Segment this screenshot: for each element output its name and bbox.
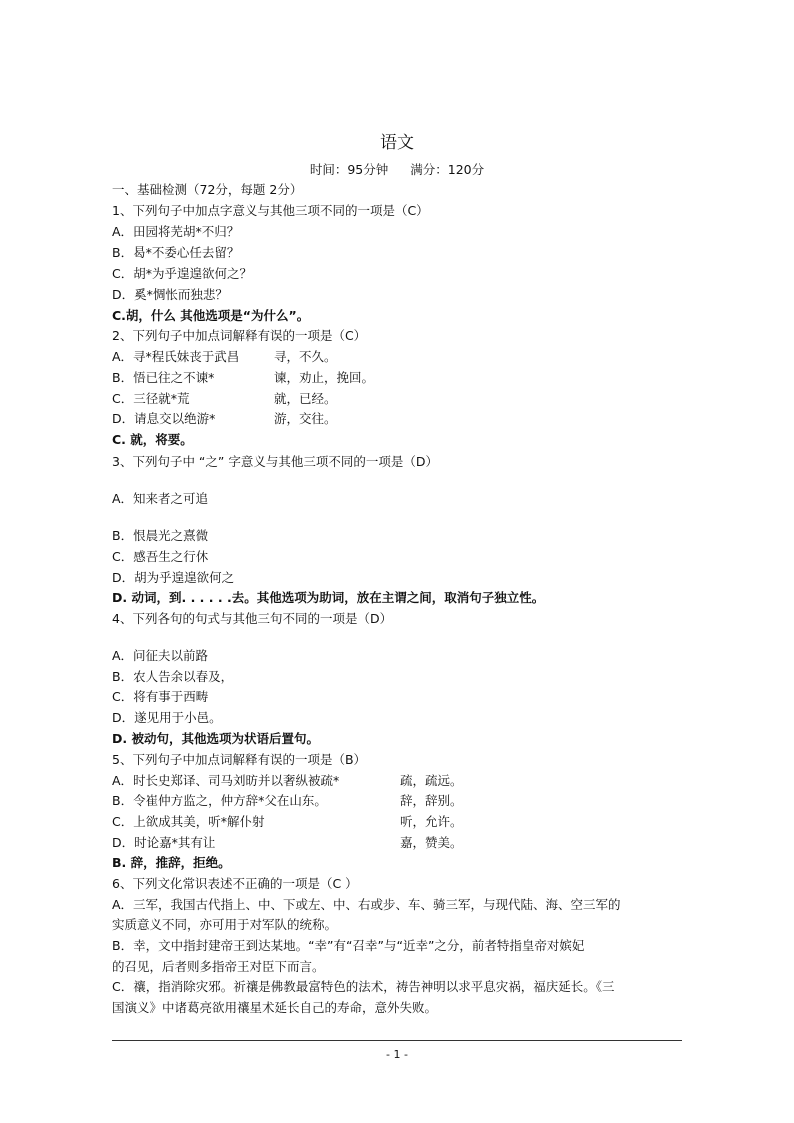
q3-option-a: A．知来者之可追 [112, 491, 209, 506]
q5-option-b: B．令崔仲方监之，仲方辞*父在山东。 [112, 793, 327, 808]
q4-option-c: C．将有事于西畴 [112, 689, 209, 704]
q1-option-b: B．曷*不委心任去留？ [112, 245, 240, 260]
q6-option-b-line1: B．幸，文中指封建帝王到达某地。“幸”有“召幸”与“近幸”之分，前者特指皇帝对嫔妃 [112, 938, 585, 953]
q4-option-b: B．农人告余以春及， [112, 669, 234, 684]
q2-option-c-gloss: 就，已经。 [274, 391, 337, 406]
q5-option-b-gloss: 辞，辞别。 [400, 793, 463, 808]
q6-option-a-line1: A．三军，我国古代指上、中、下或左、中、右或步、车、骑三军，与现代陆、海、空三军的 [112, 897, 621, 912]
q5-option-c-gloss: 听，允许。 [400, 814, 463, 829]
q1-stem: 1、下列句子中加点字意义与其他三项不同的一项是（C） [112, 203, 429, 218]
q5-option-d-gloss: 嘉，赞美。 [400, 835, 463, 850]
exam-meta [0, 160, 794, 178]
q3-option-d: D．胡为乎遑遑欲何之 [112, 570, 235, 585]
q4-stem: 4、下列各句的句式与其他三句不同的一项是（D） [112, 611, 393, 626]
q5-option-d: D．时论嘉*其有让 [112, 835, 216, 850]
q5-option-a-gloss: 疏，疏远。 [400, 773, 463, 788]
q3-stem: 3、下列句子中 “之” 字意义与其他三项不同的一项是（D） [112, 454, 438, 469]
q2-option-b-gloss: 谏，劝止，挽回。 [274, 370, 375, 385]
q6-option-b-line2: 的召见，后者则多指帝王对臣下而言。 [112, 959, 325, 974]
q1-option-d: D．奚*惆怅而独悲？ [112, 287, 228, 302]
q1-answer: C.胡，什么 其他选项是“为什么”。 [112, 308, 310, 323]
footer-divider [112, 1040, 682, 1041]
q2-option-d: D．请息交以绝游* [112, 411, 216, 426]
section-heading: 一、基础检测（72分，每题 2分） [112, 182, 303, 197]
q1-option-a: A．田园将芜胡*不归？ [112, 224, 240, 239]
q6-option-c-line1: C．禳，指消除灾邪。祈禳是佛教最富特色的法术，祷告神明以求平息灾祸，福庆延长。《三 [112, 979, 615, 994]
q5-answer: B. 辞，推辞，拒绝。 [112, 855, 231, 870]
q4-option-a: A．问征夫以前路 [112, 648, 209, 663]
q6-stem: 6、下列文化常识表述不正确的一项是（C ） [112, 876, 358, 891]
exam-time: 时间：95分钟 [309, 162, 389, 177]
q2-option-a: A．寻*程氏妹丧于武昌 [112, 349, 240, 364]
q4-option-d: D．遂见用于小邑。 [112, 710, 222, 725]
q2-option-a-gloss: 寻，不久。 [274, 349, 337, 364]
q5-stem: 5、下列句子中加点词解释有误的一项是（B） [112, 752, 367, 767]
q3-option-c: C．感吾生之行休 [112, 549, 209, 564]
page-number: - 1 - [386, 1048, 408, 1061]
q2-option-c: C．三径就*荒 [112, 391, 190, 406]
q2-answer: C. 就，将要。 [112, 432, 193, 447]
q5-option-a: A．时长史郑译、司马刘昉并以奢纵被疏* [112, 773, 340, 788]
q5-option-c: C．上欲成其美，听*解仆射 [112, 814, 265, 829]
q6-option-c-line2: 国演义》中诸葛亮欲用禳星术延长自己的寿命，意外失败。 [112, 1000, 438, 1015]
q3-answer: D. 动词，到. . . . . .去。其他选项为助词，放在主谓之间，取消句子独立性。 [112, 590, 545, 605]
page-title: 语文 [380, 133, 414, 153]
q2-stem: 2、下列句子中加点词解释有误的一项是（C） [112, 328, 367, 343]
q6-option-a-line2: 实质意义不同，亦可用于对军队的统称。 [112, 917, 338, 932]
q3-option-b: B．恨晨光之熹微 [112, 528, 209, 543]
q2-option-d-gloss: 游，交往。 [274, 411, 337, 426]
exam-score: 满分：120分 [410, 162, 485, 177]
q4-answer: D. 被动句，其他选项为状语后置句。 [112, 731, 319, 746]
q2-option-b: B．悟已往之不谏* [112, 370, 215, 385]
q1-option-c: C．胡*为乎遑遑欲何之？ [112, 266, 252, 281]
